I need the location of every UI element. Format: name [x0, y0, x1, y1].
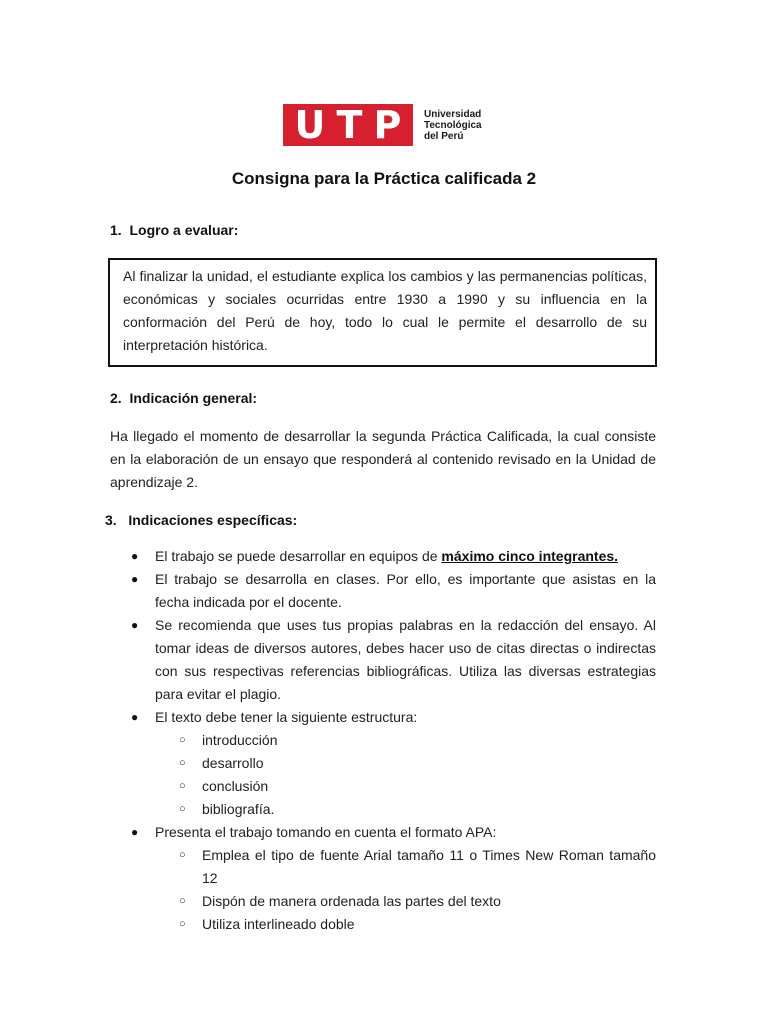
section-2-heading: [110, 388, 257, 408]
section-1-number: 1.: [110, 222, 122, 238]
list-item: [110, 821, 656, 936]
sublist-item: [155, 844, 656, 890]
achievement-text: Al finalizar la unidad, el estudiante explica los cambios y las permanencias políticas, económicas y sociales ocurridas entre 1930 a 1990 y su influencia en la conformación del Perú de hoy, todo lo cual le permite el desarrollo de su interpretación histórica.: [123, 268, 647, 353]
apa-item-text: Dispón de manera ordenada las partes del texto: [202, 893, 501, 909]
bullet-5-text: Presenta el trabajo tomando en cuenta el formato APA:: [155, 824, 497, 840]
sublist-item: [155, 913, 656, 936]
circle-bullet-icon: ○: [179, 803, 186, 815]
logo-letter-p: P: [373, 103, 402, 147]
logo-line-3: del Perú: [424, 130, 464, 142]
bullet-icon: ●: [131, 710, 139, 724]
bullet-3-text: Se recomienda que uses tus propias palabras en la redacción del ensayo. Al tomar ideas de diversos autores, debes hacer uso de citas directas o indirectas con sus respectivas referencias bibliográficas. Utiliza las diversas estrategias para evitar el plagio.: [155, 617, 656, 702]
utp-logo-block: [283, 104, 413, 146]
apa-format-sublist: [155, 844, 656, 936]
page-title: Consigna para la Práctica calificada 2: [231, 169, 537, 188]
sublist-item: [155, 798, 656, 821]
bullet-4-text: El texto debe tener la siguiente estructura:: [155, 709, 418, 725]
circle-bullet-icon: ○: [179, 734, 186, 746]
logo-line-1: Universidad: [424, 108, 482, 120]
circle-bullet-icon: ○: [179, 895, 186, 907]
specific-indications-list: [110, 545, 656, 936]
sublist-item: [155, 890, 656, 913]
section-2-title: Indicación general:: [129, 390, 258, 406]
logo-line-2: Tecnológica: [424, 119, 482, 131]
circle-bullet-icon: ○: [179, 918, 186, 930]
section-3-title: Indicaciones específicas:: [128, 512, 298, 528]
achievement-box: [108, 258, 657, 367]
structure-sublist: [155, 729, 656, 821]
sublist-item: [155, 775, 656, 798]
logo-letter-t: T: [336, 103, 363, 147]
list-item: [110, 706, 656, 821]
circle-bullet-icon: ○: [179, 780, 186, 792]
bullet-icon: ●: [131, 618, 139, 632]
section-1-title: Logro a evaluar:: [129, 222, 239, 238]
logo-institution-name: [424, 109, 482, 142]
bullet-2-text: El trabajo se desarrolla en clases. Por ello, es importante que asistas en la fecha indicada por el docente.: [155, 571, 656, 610]
list-item: [110, 614, 656, 706]
sublist-item: [155, 729, 656, 752]
apa-item-text: Emplea el tipo de fuente Arial tamaño 11 o Times New Roman tamaño 12: [202, 847, 656, 886]
circle-bullet-icon: ○: [179, 849, 186, 861]
bullet-icon: ●: [131, 549, 139, 563]
structure-item-text: desarrollo: [202, 755, 264, 771]
structure-item-text: introducción: [202, 732, 278, 748]
section-1-heading: [110, 220, 238, 240]
logo-letter-u: U: [294, 103, 326, 147]
structure-item-text: conclusión: [202, 778, 269, 794]
bullet-icon: ●: [131, 825, 139, 839]
section-3-heading: [105, 510, 297, 530]
sublist-item: [155, 752, 656, 775]
apa-item-text: Utiliza interlineado doble: [202, 916, 355, 932]
bullet-1-emphasis: máximo cinco integrantes.: [441, 548, 619, 564]
bullet-icon: ●: [131, 572, 139, 586]
section-3-number: 3.: [105, 512, 117, 528]
structure-item-text: bibliografía.: [202, 801, 275, 817]
section-2-number: 2.: [110, 390, 122, 406]
general-indication-text: Ha llegado el momento de desarrollar la segunda Práctica Calificada, la cual consiste en la elaboración de un ensayo que responderá al contenido revisado en la Unidad de aprendizaje 2.: [110, 428, 656, 490]
utp-logo: [283, 104, 482, 146]
list-item: [110, 568, 656, 614]
circle-bullet-icon: ○: [179, 757, 186, 769]
bullet-1-text: El trabajo se puede desarrollar en equipos de: [155, 548, 442, 564]
list-item: [110, 545, 656, 568]
